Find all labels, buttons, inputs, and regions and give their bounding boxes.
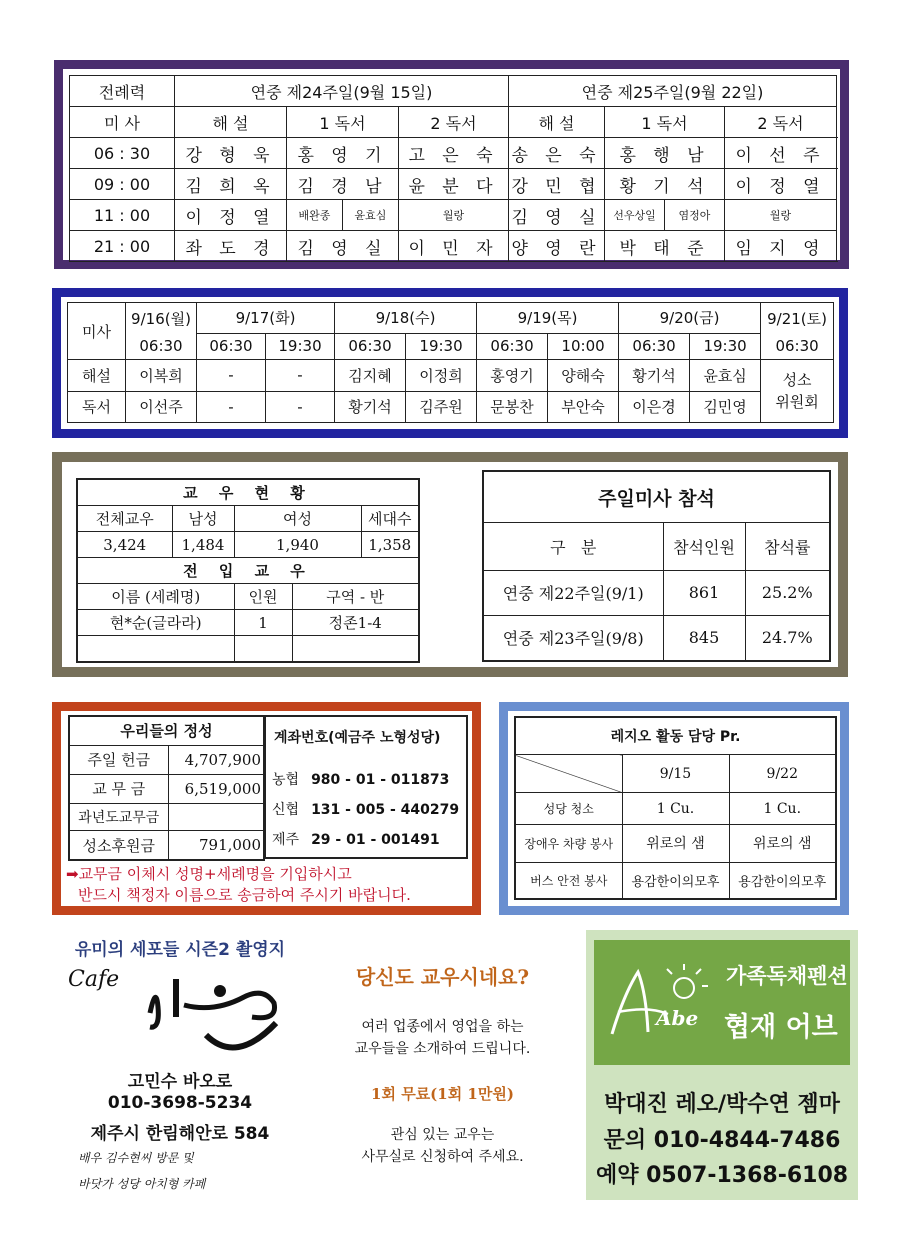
mass-time: 09 : 00 <box>70 169 175 200</box>
table-cell: 791,000 <box>168 831 264 860</box>
table-cell: 부안숙 <box>548 391 619 422</box>
pension-name: 협재 어브 <box>724 1012 838 1043</box>
weekday-roster-table <box>67 302 834 423</box>
attendance-header: 참석인원 <box>663 523 745 571</box>
bank-name: 농협 <box>272 772 300 788</box>
stats-header: 전체교우 <box>77 506 172 532</box>
legio-title: 레지오 활동 담당 Pr. <box>515 717 836 755</box>
abe-logo-text: Abe <box>656 1006 699 1030</box>
table-cell: 윤효심 <box>690 360 761 391</box>
table-cell: 홍 영 기 <box>287 138 399 169</box>
table-cell: 김지혜 <box>335 360 406 391</box>
table-cell: - <box>197 391 266 422</box>
attendance-header: 구 분 <box>483 523 663 571</box>
table-cell: 좌 도 경 <box>175 231 287 262</box>
bank-name: 제주 <box>272 832 300 848</box>
table-row <box>68 360 834 391</box>
date-header: 9/15 <box>622 755 729 793</box>
table-cell: 845 <box>663 615 745 661</box>
pension-type: 가족독채펜션 <box>726 964 848 988</box>
table-cell: 용감한이의모후 <box>622 862 729 899</box>
table-row <box>68 391 834 422</box>
empty-cell <box>234 636 292 663</box>
time-cell: 06:30 <box>477 333 548 360</box>
table-cell: 선우상일 <box>605 200 665 231</box>
ad-offer: 1회 무료(1회 1만원) <box>371 1085 514 1103</box>
table-cell: 김 경 남 <box>287 169 399 200</box>
time-cell: 19:30 <box>690 333 761 360</box>
time-cell: 06:30 <box>197 333 266 360</box>
offering-title: 우리들의 정성 <box>69 716 264 745</box>
table-row <box>70 231 837 262</box>
table-cell: 김주원 <box>406 391 477 422</box>
week25-header: 연중 제25주일(9월 22일) <box>509 76 837 107</box>
cafe-phone: 010-3698-5234 <box>107 1093 253 1113</box>
table-cell: 이복희 <box>126 360 197 391</box>
table-cell: 성당 청소 <box>515 793 622 825</box>
table-cell: 월랑 <box>725 200 837 231</box>
table-row <box>70 200 837 231</box>
time-cell: 06:30 <box>619 333 690 360</box>
table-cell: 염정아 <box>665 200 725 231</box>
stats-title: 교 우 현 황 <box>77 479 419 506</box>
table-cell: 김 희 옥 <box>175 169 287 200</box>
day-header: 9/20(금) <box>619 303 761 334</box>
mass-time: 11 : 00 <box>70 200 175 231</box>
time-cell: 19:30 <box>266 333 335 360</box>
liturgical-calendar-label: 전례력 <box>70 76 175 107</box>
table-cell <box>168 803 264 830</box>
handwritten-line: 배우 김수현씨 방문 및 <box>78 1151 194 1165</box>
table-cell: 김민영 <box>690 391 761 422</box>
pension-inquiry: 문의 010-4844-7486 <box>603 1128 841 1153</box>
table-cell: 김 영 실 <box>509 200 605 231</box>
table-cell: 이정희 <box>406 360 477 391</box>
date-header: 9/22 <box>729 755 836 793</box>
table-cell: 과년도교무금 <box>69 803 168 830</box>
table-cell: 김 영 실 <box>287 231 399 262</box>
table-cell: 이 정 열 <box>725 169 837 200</box>
table-cell: - <box>266 391 335 422</box>
offering-table <box>68 715 265 861</box>
stats-box <box>52 452 848 677</box>
stats-header: 여성 <box>234 506 361 532</box>
table-cell: 용감한이의모후 <box>729 862 836 899</box>
cafe-address: 제주시 한림해안로 584 <box>90 1124 270 1144</box>
table-cell: 황기석 <box>619 360 690 391</box>
table-cell: 이 정 열 <box>175 200 287 231</box>
ad-text: 관심 있는 교우는 <box>390 1127 495 1143</box>
table-cell: 25.2% <box>745 571 830 616</box>
reading-label: 독서 <box>68 391 126 422</box>
commentary-label: 해설 <box>68 360 126 391</box>
table-cell: 4,707,900 <box>168 745 264 774</box>
table-cell: 교 무 금 <box>69 774 168 803</box>
cafe-logo-icon <box>146 965 296 1065</box>
mass-time: 06 : 30 <box>70 138 175 169</box>
abe-logo <box>604 962 714 1042</box>
table-cell: 861 <box>663 571 745 616</box>
commentary-header: 해 설 <box>175 107 287 138</box>
handwritten-line: 바닷가 성당 아치형 카페 <box>78 1177 206 1191</box>
table-cell: 6,519,000 <box>168 774 264 803</box>
parish-stats-table <box>76 478 420 663</box>
table-cell: 홍 행 남 <box>605 138 725 169</box>
table-cell: 고 은 숙 <box>399 138 509 169</box>
pension-owner: 박대진 레오/박수연 젬마 <box>604 1092 840 1117</box>
pension-banner <box>594 940 850 1065</box>
table-cell: 강 형 욱 <box>175 138 287 169</box>
table-cell: 윤효심 <box>343 200 399 231</box>
table-cell: - <box>266 360 335 391</box>
pension-reserve: 예약 0507-1368-6108 <box>595 1163 849 1188</box>
day-header: 9/21(토) <box>761 303 834 334</box>
mass-label: 미사 <box>68 303 126 360</box>
newcomer-title: 전 입 교 우 <box>77 558 419 584</box>
table-cell: 이 선 주 <box>725 138 837 169</box>
legio-box <box>499 702 849 915</box>
account-panel <box>265 715 468 859</box>
day-header: 9/18(수) <box>335 303 477 334</box>
table-cell: 성소후원금 <box>69 831 168 860</box>
table-cell: 홍영기 <box>477 360 548 391</box>
parishioner-business-ad <box>310 955 575 1195</box>
table-row <box>70 169 837 200</box>
ad-text: 교우들을 소개하여 드립니다. <box>354 1041 531 1057</box>
table-cell: 24.7% <box>745 615 830 661</box>
commentary-header: 해 설 <box>509 107 605 138</box>
account-title: 계좌번호(예금주 노형성당) <box>274 730 441 746</box>
time-cell: 19:30 <box>406 333 477 360</box>
empty-cell <box>77 636 234 663</box>
table-cell: 양해숙 <box>548 360 619 391</box>
table-cell: 임 지 영 <box>725 231 837 262</box>
bank-name: 신협 <box>272 802 300 818</box>
reading1-header: 1 독서 <box>605 107 725 138</box>
week24-header: 연중 제24주일(9월 15일) <box>175 76 509 107</box>
day-header: 9/16(월) <box>126 303 197 334</box>
stats-value: 1,484 <box>172 532 234 558</box>
table-cell: 주일 헌금 <box>69 745 168 774</box>
newcomer-header: 이름 (세례명) <box>77 584 234 610</box>
stats-value: 3,424 <box>77 532 172 558</box>
owner-name: 고민수 바오로 <box>127 1072 233 1092</box>
day-header: 9/17(화) <box>197 303 335 334</box>
table-row <box>70 138 837 169</box>
table-cell: 버스 안전 봉사 <box>515 862 622 899</box>
account-row <box>272 829 440 849</box>
table-cell: 이은경 <box>619 391 690 422</box>
weekday-roster-box <box>52 288 848 438</box>
newcomer-count: 1 <box>234 610 292 636</box>
table-row <box>483 615 830 661</box>
attendance-header: 참석률 <box>745 523 830 571</box>
time-cell: 06:30 <box>335 333 406 360</box>
stats-header: 세대수 <box>361 506 419 532</box>
table-cell: 배완종 <box>287 200 343 231</box>
table-row <box>69 831 264 860</box>
time-cell: 10:00 <box>548 333 619 360</box>
table-row <box>515 862 836 899</box>
ad-text: 여러 업종에서 영업을 하는 <box>361 1019 524 1035</box>
offering-box <box>52 702 481 915</box>
time-cell: 06:30 <box>761 333 834 360</box>
stats-value: 1,940 <box>234 532 361 558</box>
newcomer-header: 인원 <box>234 584 292 610</box>
account-number: 29 - 01 - 001491 <box>311 832 440 848</box>
attendance-table <box>482 470 831 662</box>
table-cell: 이선주 <box>126 391 197 422</box>
table-row <box>69 745 264 774</box>
day-header: 9/19(목) <box>477 303 619 334</box>
table-cell: 윤 분 다 <box>399 169 509 200</box>
table-cell: 이 민 자 <box>399 231 509 262</box>
mass-time: 21 : 00 <box>70 231 175 262</box>
abe-logo-icon <box>604 962 714 1042</box>
table-row <box>515 825 836 863</box>
cafe-logo <box>146 965 296 1065</box>
table-cell: - <box>197 360 266 391</box>
newcomer-district: 정존1-4 <box>292 610 419 636</box>
table-cell: 박 태 준 <box>605 231 725 262</box>
account-row <box>272 769 449 789</box>
sunday-roster-table <box>69 75 837 262</box>
table-cell: 위로의 샘 <box>622 825 729 863</box>
vocation-committee: 성소 위원회 <box>761 360 834 423</box>
stats-header: 남성 <box>172 506 234 532</box>
table-cell: 황 기 석 <box>605 169 725 200</box>
table-cell: 1 Cu. <box>729 793 836 825</box>
table-cell: 황기석 <box>335 391 406 422</box>
attendance-title: 주일미사 참석 <box>483 471 830 523</box>
empty-cell <box>292 636 419 663</box>
reading1-header: 1 독서 <box>287 107 399 138</box>
table-cell: 강 민 협 <box>509 169 605 200</box>
table-cell: 장애우 차량 봉사 <box>515 825 622 863</box>
account-row <box>272 799 459 819</box>
legio-table <box>514 716 837 900</box>
table-cell: 양 영 란 <box>509 231 605 262</box>
mass-label: 미 사 <box>70 107 175 138</box>
reading2-header: 2 독서 <box>725 107 837 138</box>
diagonal-cell <box>515 755 622 793</box>
table-cell: 위로의 샘 <box>729 825 836 863</box>
table-cell: 송 은 숙 <box>509 138 605 169</box>
table-row <box>69 774 264 803</box>
newcomer-header: 구역 - 반 <box>292 584 419 610</box>
table-cell: 1 Cu. <box>622 793 729 825</box>
sunday-roster-box <box>54 60 849 269</box>
offering-note <box>66 864 411 906</box>
time-cell: 06:30 <box>126 333 197 360</box>
account-number: 131 - 005 - 440279 <box>311 802 460 818</box>
table-cell: 월랑 <box>399 200 509 231</box>
table-cell: 연중 제23주일(9/8) <box>483 615 663 661</box>
table-row <box>515 793 836 825</box>
table-cell: 문봉찬 <box>477 391 548 422</box>
ad-title: 당신도 교우시네요? <box>355 965 530 989</box>
note-line: 반드시 책정자 이름으로 송금하여 주시기 바랍니다. <box>78 886 411 904</box>
table-cell: 연중 제22주일(9/1) <box>483 571 663 616</box>
pension-ad <box>586 930 858 1200</box>
account-number: 980 - 01 - 011873 <box>311 772 450 788</box>
ad-headline: 유미의 세포들 시즌2 촬영지 <box>74 940 286 960</box>
table-row <box>483 571 830 616</box>
stats-value: 1,358 <box>361 532 419 558</box>
newcomer-name: 현*순(글라라) <box>77 610 234 636</box>
cafe-label: Cafe <box>68 967 120 992</box>
note-line: ➡교무금 이체시 성명+세례명을 기입하시고 <box>66 865 352 883</box>
reading2-header: 2 독서 <box>399 107 509 138</box>
ad-text: 사무실로 신청하여 주세요. <box>361 1149 524 1165</box>
cafe-ad <box>64 935 296 1200</box>
table-row <box>69 803 264 830</box>
